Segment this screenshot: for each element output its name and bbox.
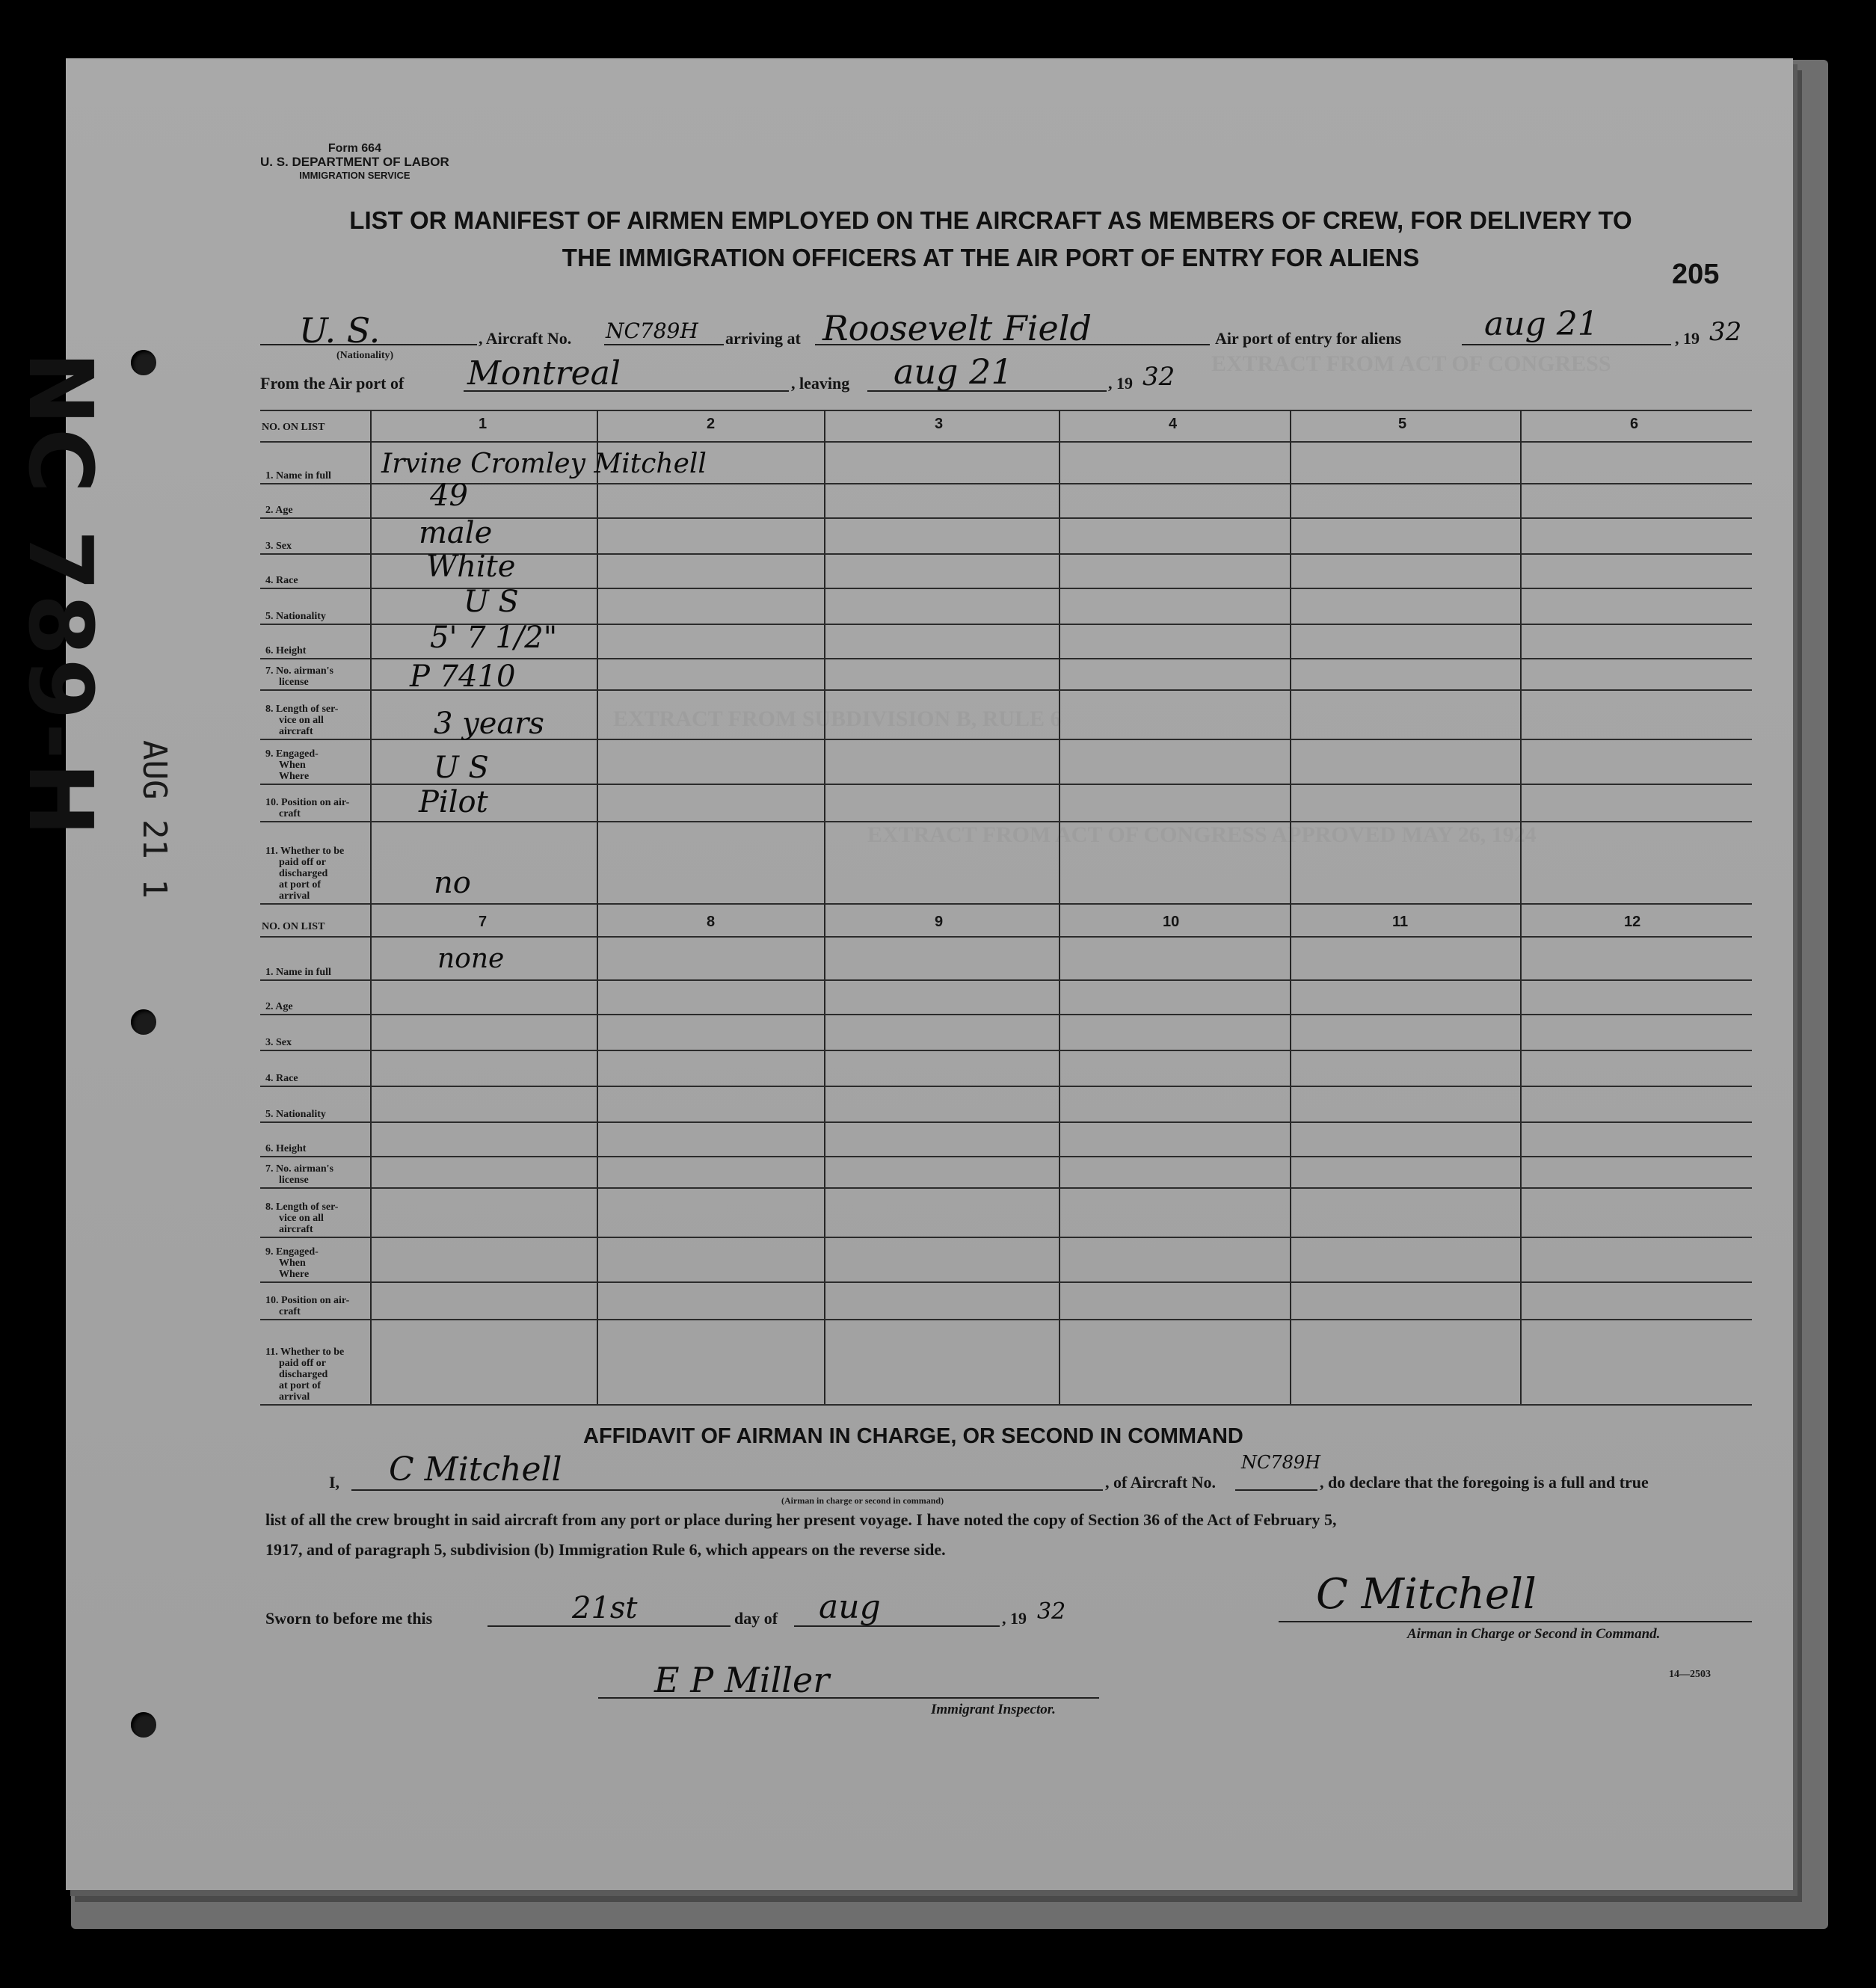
aircraft-label: , Aircraft No. bbox=[479, 329, 572, 348]
row-label-line: 8. Length of ser- bbox=[265, 704, 339, 715]
row-line bbox=[260, 821, 1752, 822]
arrival-date-line bbox=[1462, 344, 1671, 345]
column-divider bbox=[597, 410, 598, 1404]
column-number: 8 bbox=[707, 914, 716, 930]
row-label-line: 10. Position on air- bbox=[265, 1295, 350, 1306]
row-label bbox=[265, 645, 306, 656]
title-line-2: THE IMMIGRATION OFFICERS AT THE AIR PORT OF ENTRY FOR ALIENS bbox=[562, 244, 1420, 271]
punch-hole bbox=[131, 350, 156, 375]
arrival-year-prefix: , 19 bbox=[1675, 329, 1700, 348]
table-bottom-border bbox=[260, 1404, 1752, 1406]
row-label-line: aircraft bbox=[279, 726, 313, 737]
row-line bbox=[260, 1086, 1752, 1087]
department-name: U. S. DEPARTMENT OF LABOR bbox=[260, 155, 449, 169]
row-label-line: 10. Position on air- bbox=[265, 797, 350, 808]
column-divider bbox=[370, 410, 372, 1404]
page-title bbox=[247, 202, 1735, 277]
row-label-line: 3. Sex bbox=[265, 1037, 292, 1048]
arrival-year-value: 32 bbox=[1709, 317, 1742, 347]
row-label bbox=[265, 1037, 292, 1048]
column-number: 5 bbox=[1398, 416, 1407, 432]
column-number: 12 bbox=[1624, 914, 1641, 930]
row-label bbox=[265, 505, 293, 516]
entry-service: 3 years bbox=[434, 707, 544, 741]
column-divider bbox=[1290, 410, 1291, 1404]
row-label-line: Where bbox=[279, 1269, 310, 1280]
day-of-label: day of bbox=[734, 1609, 778, 1628]
row-label-line: 2. Age bbox=[265, 505, 293, 516]
sworn-year-value: 32 bbox=[1037, 1598, 1066, 1625]
row-label bbox=[265, 575, 298, 586]
leaving-year-prefix: , 19 bbox=[1108, 374, 1133, 393]
row-label-line: vice on all bbox=[279, 715, 324, 726]
row-label-line: craft bbox=[279, 808, 301, 819]
column-divider bbox=[1059, 410, 1060, 1404]
sworn-month-value: aug bbox=[819, 1588, 881, 1626]
row-label-line: 8. Length of ser- bbox=[265, 1201, 339, 1213]
form-code: 14—2503 bbox=[1669, 1669, 1711, 1680]
row-label bbox=[265, 1143, 306, 1154]
entry-age: 49 bbox=[430, 478, 468, 513]
column-divider bbox=[1520, 410, 1522, 1404]
sworn-year-prefix: , 19 bbox=[1002, 1609, 1027, 1628]
row-label-line: When bbox=[279, 760, 306, 771]
row-label-line: discharged bbox=[279, 868, 328, 879]
entry-sex: male bbox=[419, 516, 493, 550]
row-label-line: 7. No. airman's bbox=[265, 665, 333, 677]
affidavit-line-2: list of all the crew brought in said aircraft from any port or place during her present voyage. I have noted the copy of Section 36 of the Act of February 5, bbox=[265, 1510, 1337, 1529]
margin-date-stamp: AUG 21 1 bbox=[135, 740, 173, 899]
row-label-line: 6. Height bbox=[265, 1143, 307, 1154]
row-label-line: When bbox=[279, 1258, 306, 1269]
row-label-line: 4. Race bbox=[265, 1073, 298, 1084]
row-label-line: 5. Nationality bbox=[265, 1109, 326, 1120]
no-on-list-label: NO. ON LIST bbox=[262, 422, 325, 433]
signature-line bbox=[1279, 1621, 1752, 1622]
nationality-value: U. S. bbox=[299, 310, 381, 351]
from-label: From the Air port of bbox=[260, 374, 405, 393]
column-number: 7 bbox=[479, 914, 488, 930]
section-divider bbox=[260, 903, 1752, 905]
row-label-line: paid off or bbox=[279, 857, 326, 868]
entry-height: 5' 7 1/2" bbox=[430, 621, 558, 655]
row-label bbox=[265, 1295, 349, 1317]
row-label-line: arrival bbox=[279, 1391, 310, 1403]
row-label-line: 6. Height bbox=[265, 645, 307, 656]
row-label-line: discharged bbox=[279, 1369, 328, 1380]
row-label bbox=[265, 541, 292, 552]
row-label bbox=[265, 967, 331, 978]
affidavit-aircraft-line bbox=[1235, 1489, 1317, 1491]
row-label-line: 9. Engaged- bbox=[265, 748, 319, 760]
leaving-label: , leaving bbox=[791, 374, 850, 393]
arrival-date-value: aug 21 bbox=[1484, 305, 1599, 343]
affidavit-declare-text: , do declare that the foregoing is a full and true bbox=[1320, 1473, 1649, 1492]
no-on-list-label: NO. ON LIST bbox=[262, 921, 325, 932]
punch-hole bbox=[131, 1712, 156, 1738]
sworn-label: Sworn to before me this bbox=[265, 1609, 433, 1628]
row-line bbox=[260, 483, 1752, 484]
row-line bbox=[260, 1014, 1752, 1015]
row-label bbox=[265, 1163, 333, 1186]
column-number: 11 bbox=[1392, 914, 1409, 930]
column-number: 1 bbox=[479, 416, 488, 432]
punch-hole bbox=[131, 1009, 156, 1035]
entry-name-bottom: none bbox=[437, 944, 505, 974]
column-number: 9 bbox=[935, 914, 944, 930]
row-label bbox=[265, 797, 349, 819]
affidavit-airman-line bbox=[351, 1489, 1103, 1491]
inspector-caption: Immigrant Inspector. bbox=[931, 1702, 1056, 1717]
row-label-line: paid off or bbox=[279, 1358, 326, 1369]
row-label bbox=[265, 1246, 319, 1280]
row-label bbox=[265, 1347, 344, 1403]
sworn-day-line bbox=[488, 1625, 731, 1627]
aircraft-value: NC789H bbox=[606, 318, 698, 343]
column-number: 2 bbox=[707, 416, 716, 432]
row-label-line: aircraft bbox=[279, 1224, 313, 1235]
inspector-signature: E P Miller bbox=[654, 1660, 830, 1700]
row-label-line: 5. Nationality bbox=[265, 611, 326, 622]
title-line-1: LIST OR MANIFEST OF AIRMEN EMPLOYED ON THE AIRCRAFT AS MEMBERS OF CREW, FOR DELIVERY TO bbox=[349, 206, 1632, 234]
row-line bbox=[260, 979, 1752, 981]
service-name: IMMIGRATION SERVICE bbox=[299, 170, 410, 181]
row-label-line: 9. Engaged- bbox=[265, 1246, 319, 1258]
entry-license: P 7410 bbox=[410, 659, 516, 694]
row-label bbox=[265, 1001, 293, 1012]
affidavit-line-3: 1917, and of paragraph 5, subdivision (b) Immigration Rule 6, which appears on the reverse side. bbox=[265, 1540, 946, 1559]
form-identification bbox=[260, 142, 449, 182]
nationality-caption: (Nationality) bbox=[336, 350, 394, 361]
row-line bbox=[260, 1121, 1752, 1123]
column-number: 6 bbox=[1630, 416, 1639, 432]
row-label-line: 11. Whether to be bbox=[265, 1347, 345, 1358]
row-line bbox=[260, 1237, 1752, 1238]
arriving-label: arriving at bbox=[725, 329, 801, 348]
entry-position: Pilot bbox=[419, 785, 488, 819]
aircraft-line bbox=[604, 344, 724, 345]
from-value: Montreal bbox=[467, 354, 621, 393]
row-label-line: vice on all bbox=[279, 1213, 324, 1224]
bleed-through: EXTRACT FROM ACT OF CONGRESS bbox=[1211, 351, 1611, 376]
column-number: 3 bbox=[935, 416, 944, 432]
column-number: 10 bbox=[1163, 914, 1180, 930]
entry-race: White bbox=[426, 550, 516, 584]
form-number: Form 664 bbox=[327, 142, 381, 155]
row-label-line: 1. Name in full bbox=[265, 967, 331, 978]
row-label bbox=[265, 665, 333, 688]
row-label-line: 4. Race bbox=[265, 575, 298, 586]
affidavit-aircraft-value: NC789H bbox=[1241, 1452, 1321, 1473]
row-label-line: 2. Age bbox=[265, 1001, 293, 1012]
arriving-value: Roosevelt Field bbox=[822, 308, 1092, 348]
column-number: 4 bbox=[1169, 416, 1178, 432]
row-line bbox=[260, 1187, 1752, 1189]
row-label-line: 3. Sex bbox=[265, 541, 292, 552]
row-label-line: at port of bbox=[279, 1380, 321, 1391]
signature-caption: Airman in Charge or Second in Command. bbox=[1407, 1626, 1661, 1642]
column-divider bbox=[824, 410, 825, 1404]
page-number: 205 bbox=[1672, 259, 1720, 290]
entry-engaged: U S bbox=[434, 751, 489, 785]
affidavit-aircraft-label: , of Aircraft No. bbox=[1105, 1473, 1217, 1492]
row-label-line: craft bbox=[279, 1306, 301, 1317]
row-label-line: license bbox=[279, 677, 309, 688]
header-row-divider bbox=[260, 936, 1752, 938]
leaving-value: aug 21 bbox=[894, 351, 1013, 392]
row-label-line: 11. Whether to be bbox=[265, 846, 345, 857]
leaving-year-value: 32 bbox=[1142, 362, 1175, 392]
row-label bbox=[265, 704, 338, 737]
row-label bbox=[265, 1073, 298, 1084]
row-line bbox=[260, 1156, 1752, 1157]
sworn-day-value: 21st bbox=[572, 1591, 638, 1625]
margin-aircraft-stamp: NC 789-H bbox=[9, 351, 112, 840]
row-label bbox=[265, 1201, 338, 1235]
row-label-line: 1. Name in full bbox=[265, 470, 331, 481]
row-line bbox=[260, 1281, 1752, 1283]
entry-name: Irvine Cromley Mitchell bbox=[381, 449, 707, 479]
row-label bbox=[265, 470, 331, 481]
affidavit-airman-value: C Mitchell bbox=[389, 1450, 562, 1489]
header-row-divider bbox=[260, 441, 1752, 443]
table-top-border bbox=[260, 410, 1752, 411]
row-label-line: 7. No. airman's bbox=[265, 1163, 333, 1175]
bleed-through: EXTRACT FROM ACT OF CONGRESS APPROVED MAY 26, 1924 bbox=[867, 822, 1537, 847]
row-label-line: license bbox=[279, 1175, 309, 1186]
row-label-line: arrival bbox=[279, 890, 310, 902]
airport-label: Air port of entry for aliens bbox=[1215, 329, 1402, 348]
row-label bbox=[265, 611, 326, 622]
affidavit-airman-caption: (Airman in charge or second in command) bbox=[781, 1495, 944, 1506]
row-label-line: Where bbox=[279, 771, 310, 782]
affidavit-i-label: I, bbox=[329, 1473, 340, 1492]
entry-discharged: no bbox=[434, 866, 471, 900]
row-label bbox=[265, 1109, 326, 1120]
entry-nationality: U S bbox=[464, 585, 519, 619]
affidavit-title: AFFIDAVIT OF AIRMAN IN CHARGE, OR SECOND IN COMMAND bbox=[583, 1424, 1243, 1448]
row-label bbox=[265, 846, 344, 902]
row-line bbox=[260, 1050, 1752, 1051]
airman-signature: C Mitchell bbox=[1316, 1570, 1537, 1619]
row-line bbox=[260, 1319, 1752, 1320]
row-label-line: at port of bbox=[279, 879, 321, 890]
bleed-through: EXTRACT FROM SUBDIVISION B, RULE 6 bbox=[613, 707, 1062, 731]
row-label bbox=[265, 748, 319, 782]
